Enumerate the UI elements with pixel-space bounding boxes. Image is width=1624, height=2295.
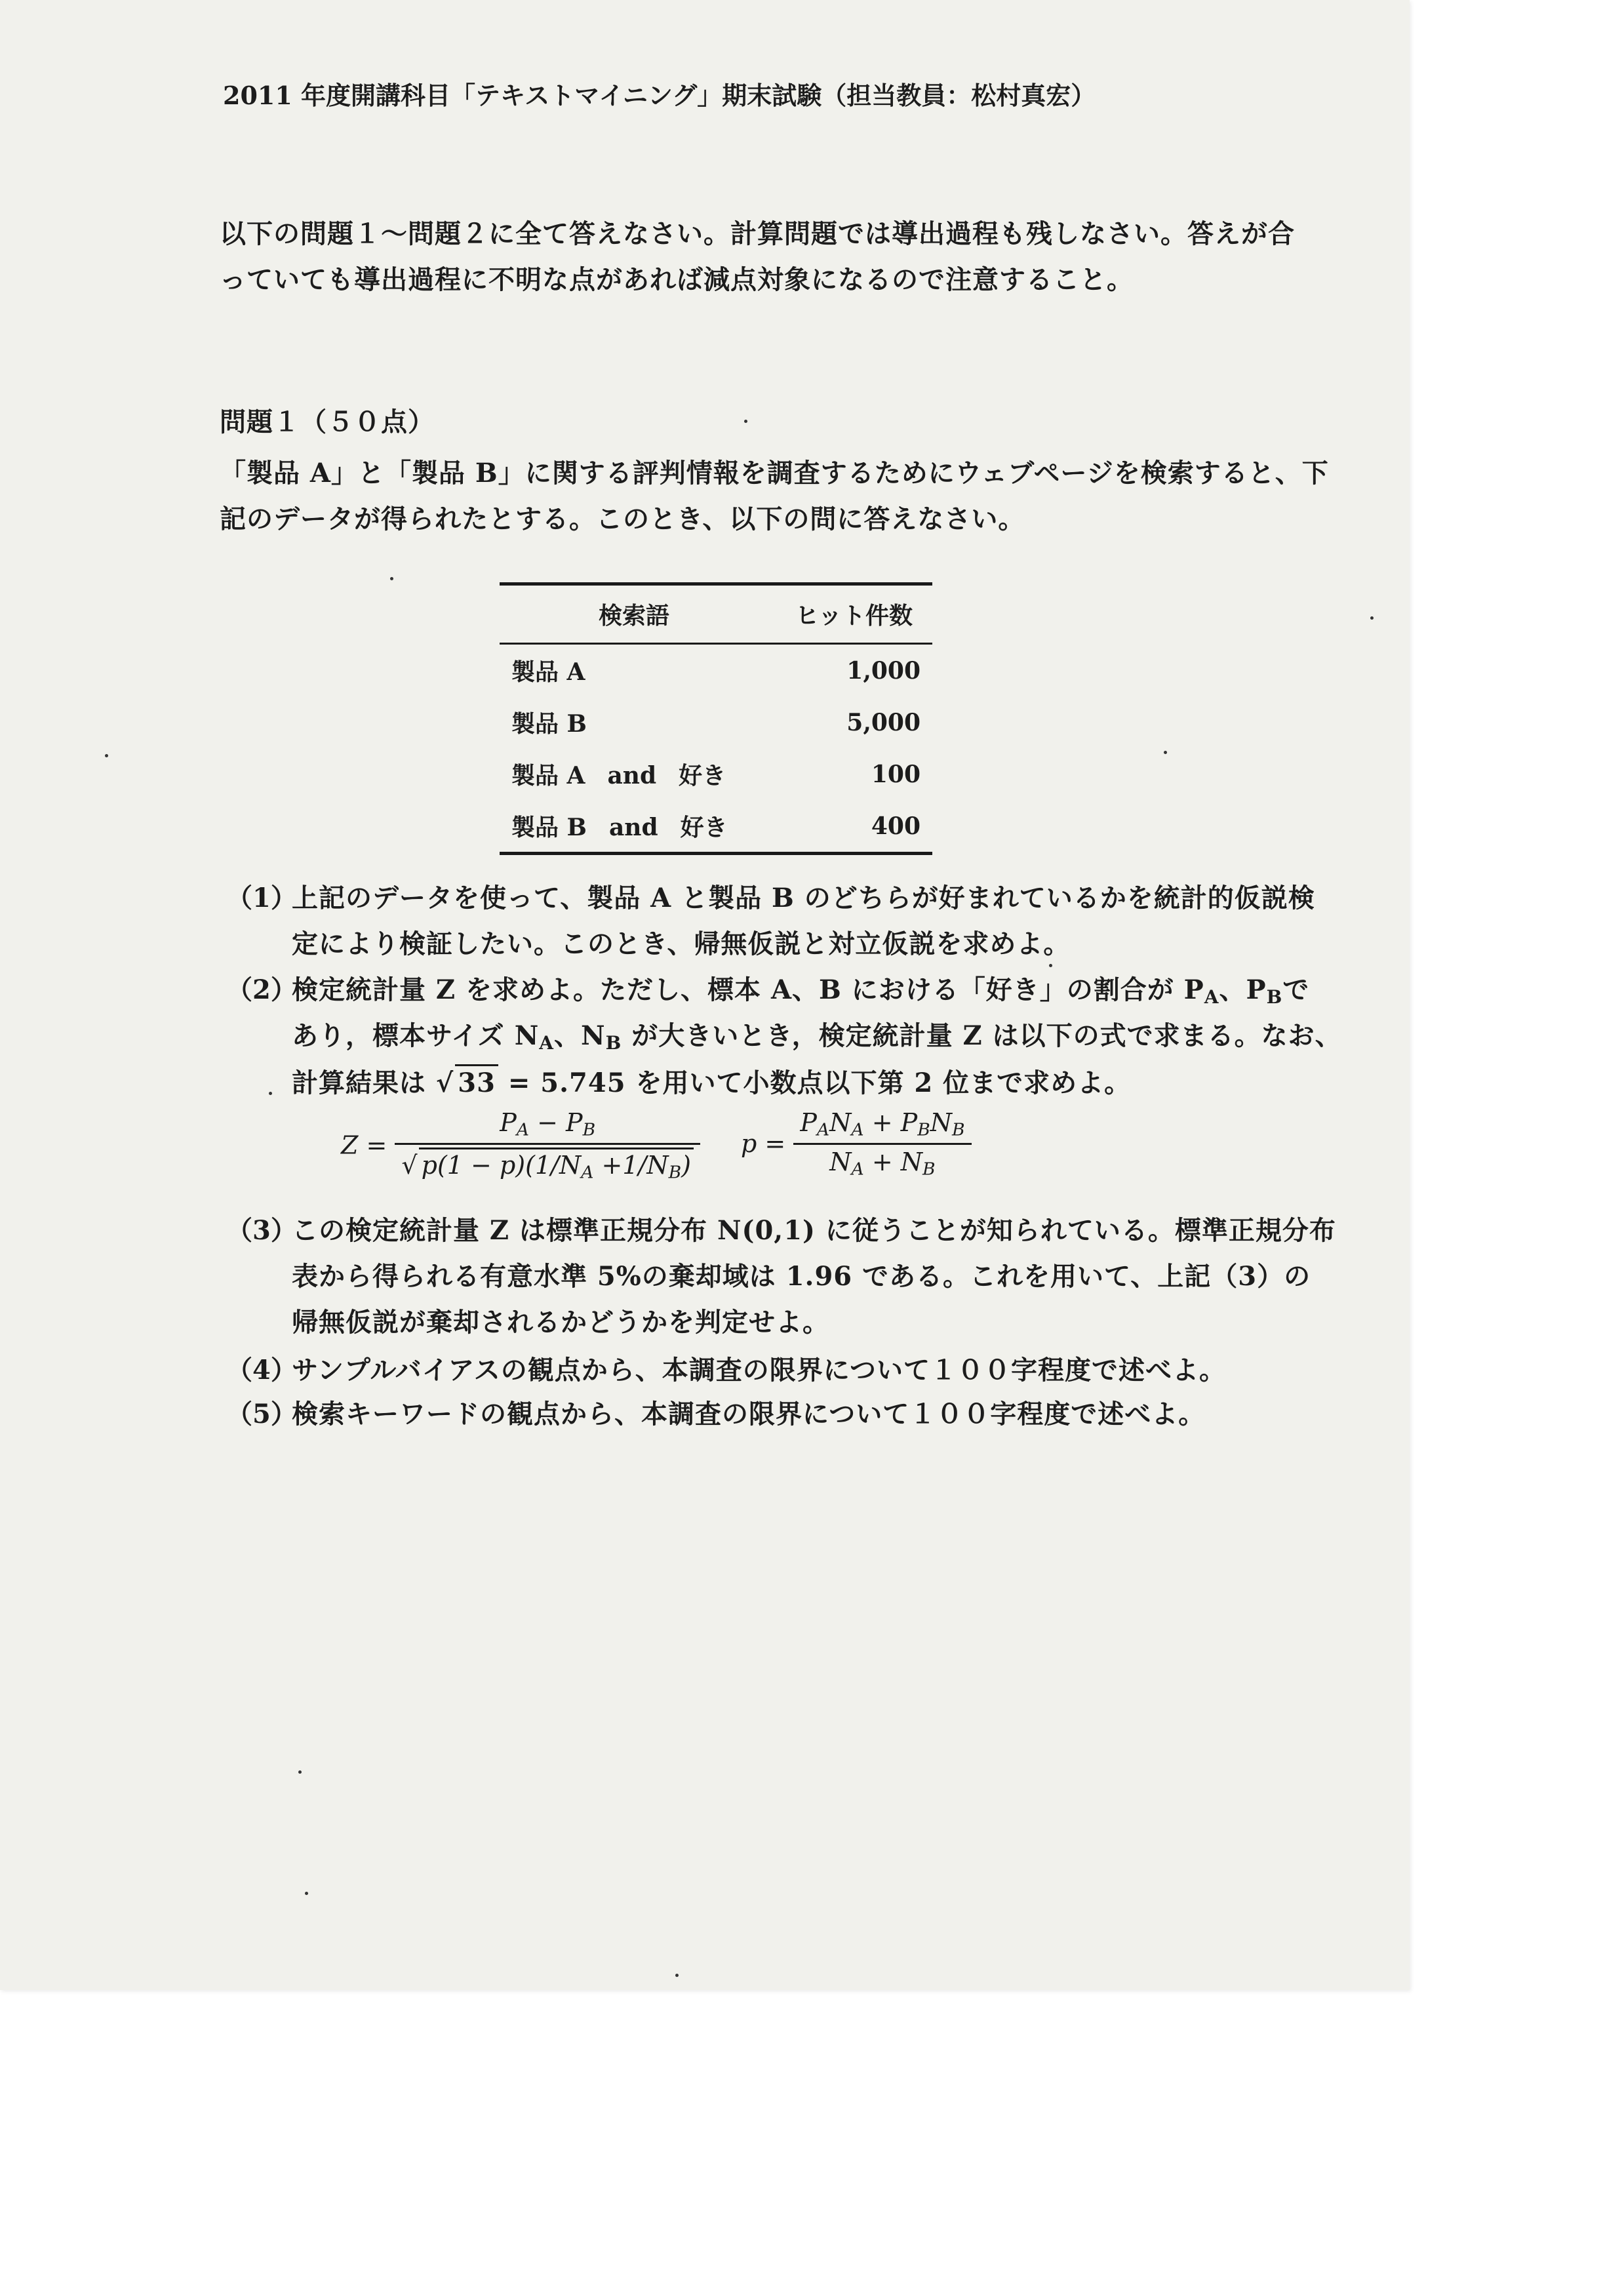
hit-count: 5,000 bbox=[846, 708, 921, 736]
formula-p-denominator: $N_A + N_B$ bbox=[829, 1147, 936, 1180]
question-5-text: 検索キーワードの観点から、本調査の限界について１００字程度で述べよ。 bbox=[292, 1399, 1206, 1429]
column-header-hits: ヒット件数 bbox=[768, 584, 932, 644]
formula-p bbox=[741, 1108, 972, 1179]
sqrt-symbol: √ bbox=[401, 1150, 418, 1180]
search-keyword: 好き bbox=[680, 814, 728, 841]
exam-header: 2011 年度開講科目「テキストマイニング」期末試験（担当教員：松村真宏） bbox=[223, 81, 1096, 110]
question-1-label: （1） bbox=[226, 883, 297, 913]
formula-z-lhs: Z = bbox=[341, 1130, 387, 1160]
question-2-label: （2） bbox=[226, 974, 297, 1005]
search-keyword: 好き bbox=[679, 762, 726, 789]
search-term: 製品 B bbox=[511, 710, 587, 738]
table-row bbox=[500, 800, 932, 854]
question-3-line-3: 帰無仮説が棄却されるかどうかを判定せよ。 bbox=[292, 1307, 829, 1338]
hit-count: 400 bbox=[768, 800, 932, 854]
question-5-label: （5） bbox=[226, 1399, 297, 1429]
hit-count: 100 bbox=[871, 760, 921, 788]
formula-z-denominator: √ $p(1 - p)(1/N_A +1/N_B)$ bbox=[395, 1145, 700, 1183]
problem1-intro-line-2: 記のデータが得られたとする。このとき、以下の問に答えなさい。 bbox=[220, 504, 1025, 534]
question-4-text: サンプルバイアスの観点から、本調査の限界について１００字程度で述べよ。 bbox=[292, 1355, 1226, 1386]
column-header-term: 検索語 bbox=[500, 584, 768, 644]
sqrt-value: = 5.745 bbox=[498, 1068, 626, 1098]
hit-count: 1,000 bbox=[846, 656, 921, 685]
question-3-line-1: この検定統計量 Z は標準正規分布 N(0,1) に従うことが知られている。標準正規分布 bbox=[292, 1215, 1336, 1246]
search-operator: and bbox=[608, 814, 658, 841]
question-1-line-1: 上記のデータを使って、製品 A と製品 B のどちらが好まれているかを統計的仮説検 bbox=[292, 883, 1315, 913]
sqrt-symbol: √ bbox=[435, 1068, 454, 1098]
instructions-line-1: 以下の問題１～問題２に全て答えなさい。計算問題では導出過程も残しなさい。答えが合 bbox=[220, 218, 1295, 249]
sqrt-argument: 33 bbox=[455, 1064, 498, 1098]
search-term: 製品 A bbox=[511, 658, 585, 686]
question-4-label: （4） bbox=[226, 1355, 297, 1386]
formula-z bbox=[341, 1108, 700, 1182]
table-row bbox=[500, 644, 932, 697]
question-1-line-2: 定により検証したい。このとき、帰無仮説と対立仮説を求めよ。 bbox=[292, 928, 1071, 959]
formula-p-numerator: $P_AN_A + P_BN_B$ bbox=[793, 1108, 971, 1145]
formula-z-numerator: $P_A - P_B$ bbox=[395, 1108, 700, 1145]
question-2-line-1: 検定統計量 Z を求めよ。ただし、標本 A、B における「好き」の割合が $P_A$、$P_B$で bbox=[292, 974, 1310, 1008]
table-row bbox=[500, 696, 932, 748]
hits-table bbox=[500, 582, 932, 855]
problem1-intro-line-1: 「製品 A」と「製品 B」に関する評判情報を調査するためにウェブページを検索すると、下 bbox=[220, 458, 1329, 489]
table-row bbox=[500, 748, 932, 800]
instructions-line-2: っていても導出過程に不明な点があれば減点対象になるので注意すること。 bbox=[220, 264, 1134, 295]
problem1-title: 問題１（５０点） bbox=[220, 407, 435, 437]
question-2-line-2: あり，標本サイズ $N_A$、$N_B$ が大きいとき，検定統計量 Z は以下の式で求まる。なお、 bbox=[292, 1020, 1342, 1054]
question-3-line-2: 表から得られる有意水準 5%の棄却域は 1.96 である。これを用いて、上記（3）の bbox=[292, 1261, 1311, 1292]
question-3-label: （3） bbox=[226, 1215, 297, 1246]
search-term: 製品 B bbox=[511, 814, 587, 841]
search-term: 製品 A bbox=[511, 762, 585, 789]
formula-p-lhs: p = bbox=[741, 1129, 786, 1159]
table-header-row bbox=[500, 584, 932, 644]
search-operator: and bbox=[607, 762, 657, 789]
question-2-line-3: 計算結果は √ 33 = 5.745 を用いて小数点以下第 2 位まで求めよ。 bbox=[292, 1062, 1131, 1100]
